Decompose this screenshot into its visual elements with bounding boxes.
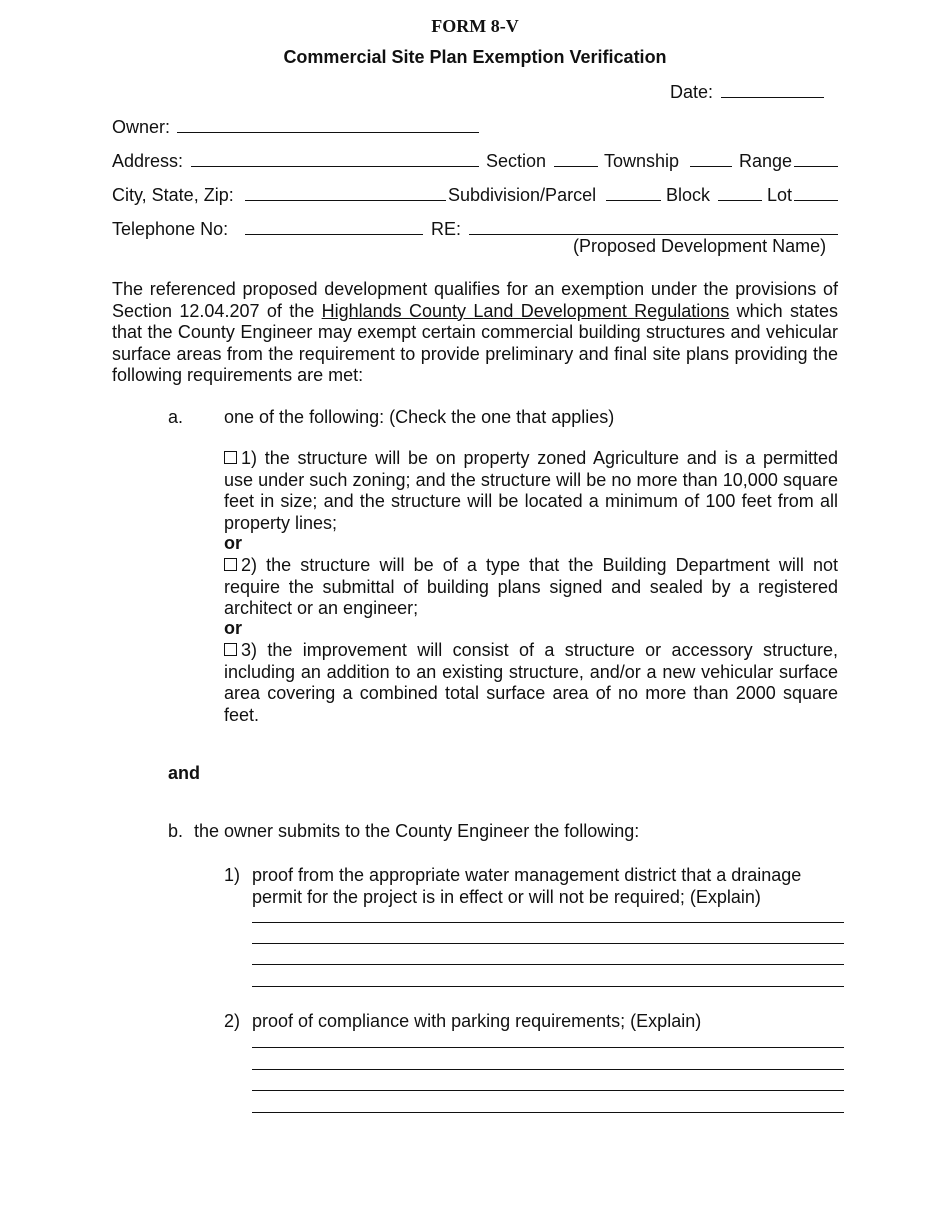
- owner-field[interactable]: [177, 132, 479, 133]
- telephone-label: Telephone No:: [112, 219, 229, 239]
- section-field[interactable]: [554, 166, 598, 167]
- re-label: RE:: [431, 219, 462, 239]
- intro-text-start: The referenced proposed development qualifies for an exemption under the provisions of Section 12.04.207 of the: [112, 279, 838, 321]
- parking-explain-line-4[interactable]: [252, 1112, 844, 1113]
- drainage-explain-line-4[interactable]: [252, 986, 844, 987]
- and-separator: and: [168, 763, 201, 783]
- proposed-development-name-caption: (Proposed Development Name): [573, 236, 827, 256]
- address-label: Address:: [112, 151, 184, 171]
- option-3-text: 3) the improvement will consist of a structure or accessory structure, including an addition to an existing structure, and/or a new vehicular surface area covering a combined total surface area of no more than 2000 square feet.: [224, 640, 838, 725]
- sub-item-1-marker: 1): [224, 865, 241, 885]
- parking-explain-line-1[interactable]: [252, 1047, 844, 1048]
- option-1-checkbox[interactable]: [224, 451, 237, 464]
- sub-item-1-text: proof from the appropriate water management district that a drainage permit for the project is in effect or will not be required; (Explain): [252, 865, 802, 907]
- owner-label: Owner:: [112, 117, 171, 137]
- date-field[interactable]: [721, 97, 824, 98]
- regulations-reference: Highlands County Land Development Regulations: [321, 300, 730, 321]
- city-state-zip-label: City, State, Zip:: [112, 185, 234, 205]
- lot-field[interactable]: [794, 200, 838, 201]
- item-a-text: one of the following: (Check the one that applies): [224, 407, 615, 427]
- range-label: Range: [739, 151, 793, 171]
- form-number: FORM 8-V: [431, 16, 519, 36]
- parking-explain-line-2[interactable]: [252, 1069, 844, 1070]
- lot-label: Lot: [767, 185, 793, 205]
- subdivision-parcel-label: Subdivision/Parcel: [448, 185, 597, 205]
- option-3: [224, 640, 838, 726]
- drainage-explain-line-1[interactable]: [252, 922, 844, 923]
- telephone-field[interactable]: [245, 234, 423, 235]
- intro-text-end: which states that the County Engineer may exempt certain commercial building structures and vehicular surface areas from the requirement to provide preliminary and final site plans providing the following requirements are met:: [112, 300, 839, 386]
- parking-explain-line-3[interactable]: [252, 1090, 844, 1091]
- option-1: [224, 448, 838, 534]
- form-title: Commercial Site Plan Exemption Verification: [283, 47, 667, 67]
- intro-paragraph: [112, 279, 838, 387]
- option-2: [224, 555, 838, 620]
- item-b-marker: b.: [168, 821, 184, 841]
- city-state-zip-field[interactable]: [245, 200, 446, 201]
- item-b-text: the owner submits to the County Engineer the following:: [194, 821, 640, 841]
- township-label: Township: [604, 151, 680, 171]
- section-label: Section: [486, 151, 547, 171]
- option-3-checkbox[interactable]: [224, 643, 237, 656]
- proposed-development-name-field[interactable]: [469, 234, 838, 235]
- range-field[interactable]: [794, 166, 838, 167]
- drainage-explain-line-3[interactable]: [252, 964, 844, 965]
- item-a-marker: a.: [168, 407, 184, 427]
- option-2-checkbox[interactable]: [224, 558, 237, 571]
- drainage-explain-line-2[interactable]: [252, 943, 844, 944]
- or-separator-2: or: [224, 618, 242, 638]
- sub-item-2-text: proof of compliance with parking requirements; (Explain): [252, 1011, 702, 1031]
- option-1-text: 1) the structure will be on property zoned Agriculture and is a permitted use under such zoning; and the structure will be no more than 10,000 square feet in size; and the structure will be located a minimum of 100 feet from all property lines;: [224, 448, 838, 533]
- subdivision-parcel-field[interactable]: [606, 200, 661, 201]
- township-field[interactable]: [690, 166, 732, 167]
- block-field[interactable]: [718, 200, 762, 201]
- address-field[interactable]: [191, 166, 479, 167]
- sub-item-2-marker: 2): [224, 1011, 241, 1031]
- date-label: Date:: [670, 82, 714, 102]
- block-label: Block: [666, 185, 711, 205]
- or-separator-1: or: [224, 533, 242, 553]
- option-2-text: 2) the structure will be of a type that the Building Department will not require the submittal of building plans signed and sealed by a registered architect or an engineer;: [224, 555, 838, 619]
